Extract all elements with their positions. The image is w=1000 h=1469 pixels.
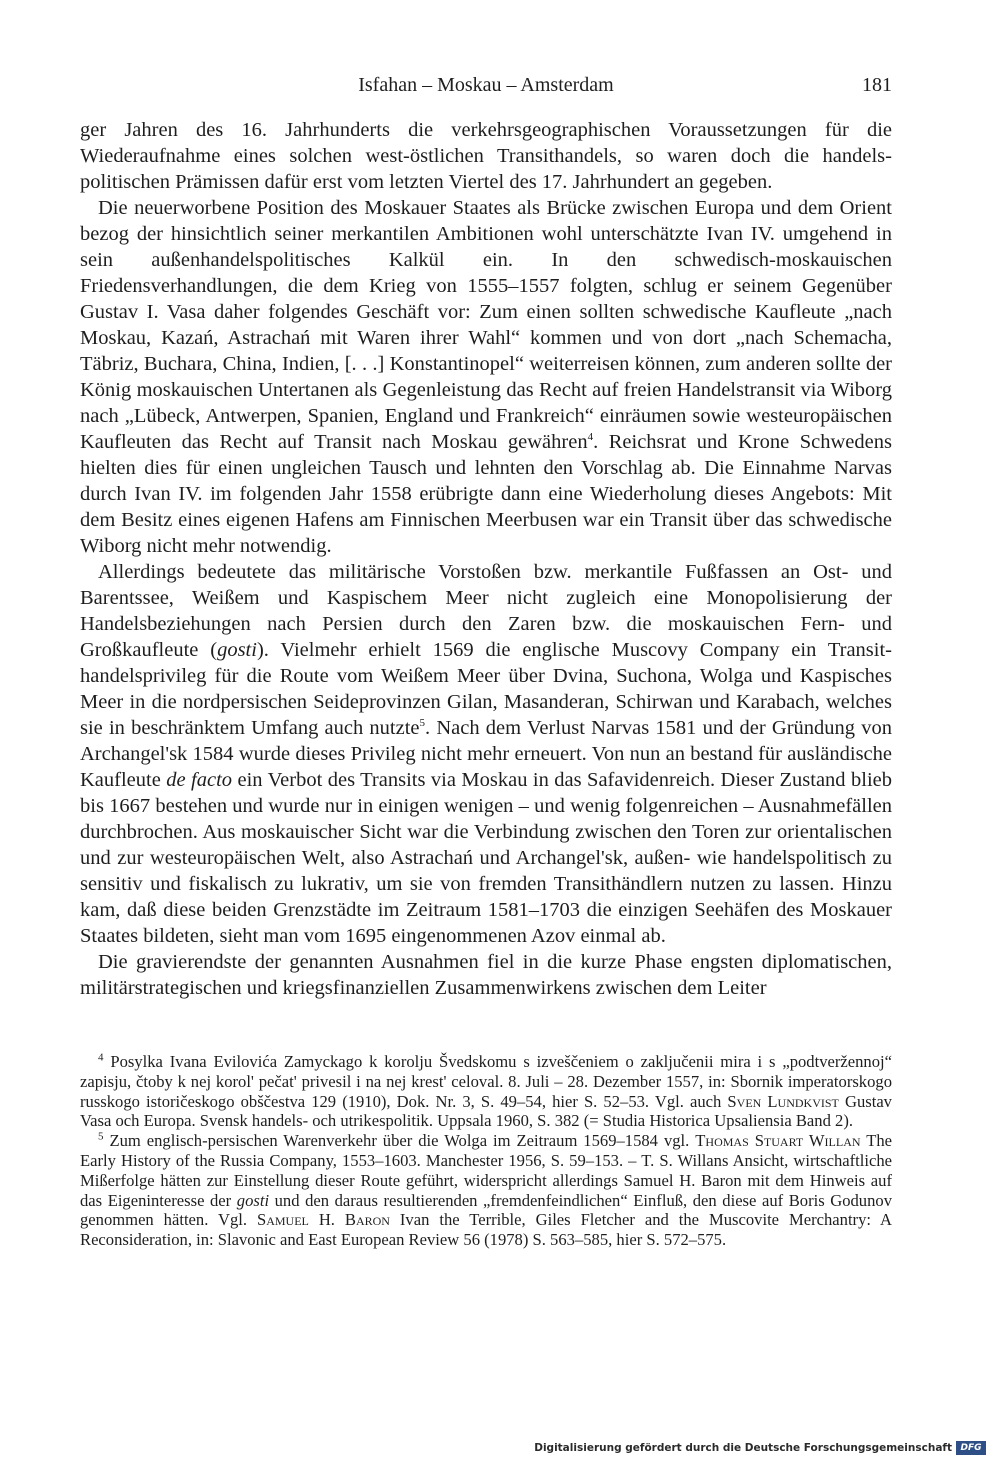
paragraph-3-text-d: ein Verbot des Transits via Moskau in das Safavidenreich. Dieser Zustand blieb bis 1667 bestehen und wurde nur in einigen wenigen – und wenig folgenreichen – Ausnahmefällen durchbrochen. Aus moskauischer Sicht war die Verbindung zwischen den Toren zur orientalischen und zur westeuropäischen Welt, also Astrachań und Archangel'sk, außen- wie handelspolitisch zu sensitiv und fiskalisch zu lukrativ, um sie von fremden Transithändlern nutzen zu lassen. Hinzu kam, daß diese beiden Grenzstädte im Zeitraum 1581–1703 die einzigen Seehäfen des Moskauer Staates bildeten, sieht man vom 1695 eingenommenen Azov einmal ab. <box>80 769 892 947</box>
paragraph-4 <box>80 949 892 1001</box>
paragraph-3-text-b: ). Vielmehr erhielt 1569 die englische Muscovy Company ein Transithandelsprivileg für die Route vom Weißem Meer über Dvina, Suchona, Wolga und Kaspisches Meer in die nordpersischen Seideprovinzen Gilan, Masanderan, Schirwan und Karabach, welches sie in beschränktem Umfang auch nutzte <box>80 639 892 739</box>
footnote-4-text-a: Posylka Ivana Evilovića Zamyckago k korolju Švedskomu s izveščeniem o zaključenii mira i s „podtveržennoj“ zapisju, čtoby k nej korol' pečat' privesil i na nej krest' celoval. 8. Juli – 28. Dezember 1557, in: Sbornik imperatorskogo russkogo istoričeskogo obščestva 129 (1910), Dok. Nr. 3, S. 49–54, hier S. 52–53. Vgl. auch <box>80 1052 892 1111</box>
paragraph-2-text-a: Die neuerworbene Position des Moskauer Staates als Brücke zwischen Europa und dem Orient bezog der hinsichtlich seiner merkantilen Ambitionen wohl unterschätzte Ivan IV. umgehend in sein außenhandelspolitisches Kalkül ein. In den schwedisch-moskauischen Friedensverhandlungen, die dem Krieg von 1555–1557 folgten, schlug er seinem Gegenüber Gustav I. Vasa daher folgendes Geschäft vor: Zum einen sollten schwedische Kaufleute „nach Moskau, Kazań, Astrachań mit Waren ihrer Wahl“ kommen und von dort „nach Schemacha, Täbriz, Buchara, China, Indien, [. . .] Konstantinopel“ weiterreisen können, zum anderen sollte der König moskauischen Untertanen als Gegenleistung das Recht auf freien Handelstransit via Wiborg nach „Lübeck, Antwerpen, Spanien, England und Frankreich“ einräumen sowie westeuropäischen Kaufleuten das Recht auf Transit nach Moskau gewähren <box>80 197 892 453</box>
term-de-facto: de facto <box>166 769 233 791</box>
paragraph-3 <box>80 559 892 949</box>
paragraph-4-text: Die gravierendste der genannten Ausnahmen fiel in die kurze Phase engsten diplomatischen, militärstrategischen und kriegsfinanziellen Zusammenwirkens zwischen dem Leiter <box>80 951 892 999</box>
footnote-4-text-b: Gustav Vasa och Europa. Svensk handels- och utrikespolitik. Uppsala 1960, S. 382 (= Studia Historica Upsaliensia Band 2). <box>80 1091 892 1131</box>
footnote-5-text-a: Zum englisch-persischen Warenverkehr über die Wolga im Zeitraum 1569–1584 vgl. <box>103 1131 696 1151</box>
footnote-5-author-2: Samuel H. Baron <box>256 1210 390 1230</box>
footnote-5-text-d: Ivan the Terrible, Giles Fletcher and the Muscovite Merchantry: A Reconsideration, in: Slavonic and East European Review 56 (1978) S. 563–585, hier S. 572–575. <box>80 1210 892 1250</box>
paragraph-3-text-c: . Nach dem Verlust Narvas 1581 und der Gründung von Archangel'sk 1584 wurde dieses Privileg nicht mehr erneuert. Von nun an bestand für ausländische Kaufleute <box>80 717 892 791</box>
footnote-4 <box>80 1052 892 1131</box>
page-number: 181 <box>862 74 892 96</box>
footnote-ref-4[interactable]: 4 <box>587 431 594 444</box>
digitization-footer <box>534 1440 988 1458</box>
digitization-credit: Digitalisierung gefördert durch die Deutsche Forschungsgemeinschaft <box>534 1442 952 1454</box>
footnote-5 <box>80 1131 892 1250</box>
paragraph-1 <box>80 117 892 195</box>
main-text <box>80 117 892 1001</box>
running-head: Isfahan – Moskau – Amsterdam <box>358 74 614 96</box>
footnote-5-term-gosti: gosti <box>236 1190 270 1210</box>
footnote-5-number: 5 <box>98 1130 104 1143</box>
paragraph-2-text-b: . Reichsrat und Krone Schwedens hielten dies für einen ungleichen Tausch und lehnten den Vorschlag ab. Die Einnahme Narvas durch Ivan IV. im folgenden Jahr 1558 erübrigte dann eine Wiederholung dieses Angebots: Mit dem Besitz eines eigenen Hafens am Finnischen Meerbusen war ein Transit über das schwedische Wiborg nicht mehr notwendig. <box>80 431 892 557</box>
dfg-logo: DFG <box>956 1441 986 1455</box>
term-gosti: gosti <box>217 639 257 661</box>
running-header <box>80 74 892 100</box>
footnote-5-text-b: The Early History of the Russia Company, 1553–1603. Manchester 1956, S. 59–153. – T. S. Willans Ansicht, wirtschaftliche Mißerfolge hätten zur Einstellung dieser Route geführt, widerspricht allerdings Samuel H. Baron mit dem Hinweis auf das Eigeninteresse der <box>80 1131 892 1210</box>
footnotes <box>80 1052 892 1250</box>
footnote-ref-5[interactable]: 5 <box>419 717 425 730</box>
paragraph-3-text-a: Allerdings bedeutete das militärische Vorstoßen bzw. merkantile Fußfassen an Ost- und Barentssee, Weißem und Kaspischem Meer nicht zugleich eine Monopolisierung der Handelsbeziehungen nach Persien durch den Zaren bzw. die moskauischen Fern- und Großkaufleute ( <box>80 561 892 661</box>
footnote-4-author: Sven Lundkvist <box>727 1091 839 1111</box>
paragraph-1-text: ger Jahren des 16. Jahrhunderts die verkehrsgeographischen Voraussetzungen für die Wiederaufnahme eines solchen west-östlichen Transithandels, so waren doch die handelspolitischen Prämissen dafür erst vom letzten Viertel des 17. Jahrhundert an gegeben. <box>80 119 892 193</box>
footnote-4-number: 4 <box>98 1051 104 1064</box>
footnote-5-author-1: Thomas Stuart Willan <box>695 1131 861 1151</box>
paragraph-2 <box>80 195 892 559</box>
footnote-5-text-c: und den daraus resultierenden „fremdenfeindlichen“ Einfluß, den diese auf Boris Godunov genommen hätten. Vgl. <box>80 1190 892 1230</box>
